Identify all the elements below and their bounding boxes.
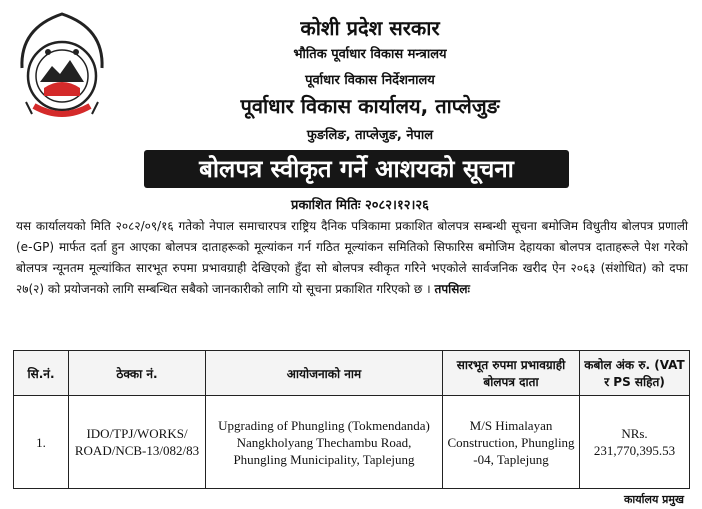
directorate-name: पूर्वाधार विकास निर्देशनालय (305, 73, 435, 88)
details-label: तपसिलः (434, 282, 470, 296)
cell-project: Upgrading of Phungling (Tokmendanda) Nangkholyang Thechambu Road, Phungling Municipality, Taplejung (206, 396, 443, 489)
col-header-sn: सि.नं. (14, 351, 69, 396)
office-address: फुङलिङ, ताप्लेजुङ, नेपाल (306, 128, 434, 143)
col-header-contract: ठेक्का नं. (69, 351, 206, 396)
col-header-bidder: सारभूत रुपमा प्रभावग्राही बोलपत्र दाता (443, 351, 580, 396)
ministry-name: भौतिक पूर्वाधार विकास मन्त्रालय (293, 47, 447, 62)
table-row (14, 396, 690, 489)
notice-paragraph: यस कार्यालयको मिति २०८२/०९/१६ गतेको नेपाल समाचारपत्र राष्ट्रिय दैनिक पत्रिकामा प्रकाशित बोलपत्र सम्बन्धी सूचना बमोजिम विधुतीय बोलपत्र प्रणाली (e-GP) मार्फत दर्ता हुन आएका बोलपत्र दाताहरूको मूल्यांकन गर्न गठित मूल्यांकन समितिको सिफारिस बमोजिम देहायका बोलपत्र दाताहरूले पेश गरेको बोलपत्र न्यूनतम मूल्यांकित सारभूत रुपमा प्रभावग्राही देखिएको हुँदा सो बोलपत्र स्वीकृत गरिने भएकोले सार्वजनिक खरीद ऐन २०६३ (संशोधित) को दफा २७(२) को प्रयोजनको लागि सम्बन्धित सबैको जानकारीको लागि यो सूचना प्रकाशित गरिएको छ । (16, 219, 688, 296)
col-header-amount: कबोल अंक रु. (VAT र PS सहित) (580, 351, 690, 396)
cell-amount: NRs. 231,770,395.53 (580, 396, 690, 489)
signature-label: कार्यालय प्रमुख (623, 493, 684, 506)
office-name: पूर्वाधार विकास कार्यालय, ताप्लेजुङ (240, 94, 500, 118)
cell-bidder: M/S Himalayan Construction, Phungling -04, Taplejung (443, 396, 580, 489)
bid-table (13, 350, 690, 489)
government-name: कोशी प्रदेश सरकार (300, 16, 440, 40)
col-header-project: आयोजनाको नाम (206, 351, 443, 396)
notice-title-banner: बोलपत्र स्वीकृत गर्ने आशयको सूचना (144, 150, 569, 188)
cell-sn: 1. (14, 396, 69, 489)
published-date: प्रकाशित मितिः २०८२।१२।२६ (291, 198, 429, 213)
notice-body (16, 216, 688, 300)
nepal-emblem (14, 6, 110, 124)
cell-contract-no: IDO/TPJ/WORKS/ ROAD/NCB-13/082/83 (69, 396, 206, 489)
table-header-row (14, 351, 690, 396)
